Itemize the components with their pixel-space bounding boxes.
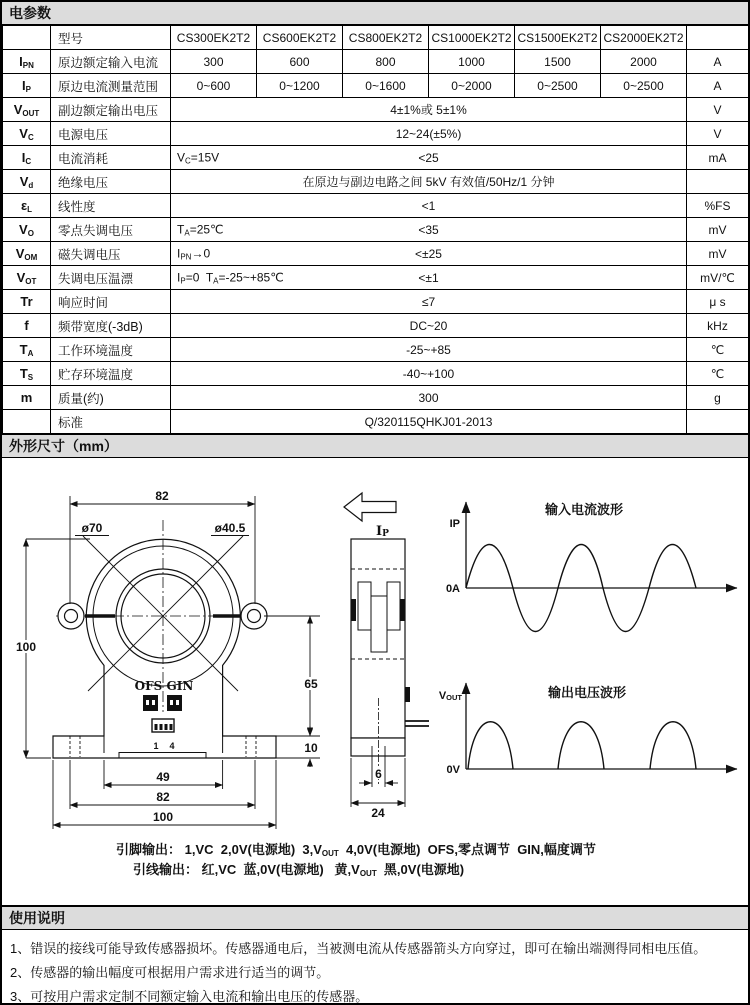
param-value: 在原边与副边电路之间 5kV 有效值/50Hz/1 分钟 — [302, 175, 555, 189]
dim-right-height: 65 — [304, 677, 318, 691]
current-axis-label: IP — [449, 518, 460, 530]
section-header-usage — [2, 906, 748, 930]
param-name-cell: 绝缘电压 — [51, 170, 171, 194]
usage-item: 2、传感器的输出幅度可根据用户需求进行适当的调节。 — [10, 965, 330, 980]
pin4-label: 4 — [169, 741, 175, 751]
header-unit-cell — [687, 26, 749, 50]
header-model-cell: CS800EK2T2 — [343, 26, 429, 50]
param-merged-value-cell — [171, 218, 687, 242]
current-waveform-title: 输入电流波形 — [544, 502, 624, 517]
param-name-cell: 原边电流测量范围 — [51, 74, 171, 98]
dim-pedestal-width: 49 — [156, 770, 170, 784]
section-header-dimensions — [2, 434, 748, 458]
table-row — [3, 362, 749, 386]
param-name-cell: 磁失调电压 — [51, 242, 171, 266]
param-value-cell: 300 — [171, 50, 257, 74]
param-condition: $T_A=25℃$ — [177, 222, 224, 237]
header-model-cell: CS300EK2T2 — [171, 26, 257, 50]
param-symbol-cell: $V_C$ — [3, 122, 51, 146]
current-arrow-label: IP — [376, 524, 389, 539]
dimension-drawing — [2, 458, 748, 838]
param-symbol-cell — [3, 410, 51, 434]
param-name-cell: 响应时间 — [51, 290, 171, 314]
header-model-label: 型号 — [51, 26, 171, 50]
table-row — [3, 338, 749, 362]
param-unit-cell: ℃ — [687, 362, 749, 386]
header-model-cell: CS1500EK2T2 — [515, 26, 601, 50]
param-name-cell: 工作环境温度 — [51, 338, 171, 362]
param-condition: $I_{PN}\to 0$ — [177, 246, 211, 261]
param-value: 300 — [418, 390, 439, 405]
param-unit-cell: V — [687, 98, 749, 122]
param-value: -40~+100 — [402, 366, 455, 381]
table-row — [3, 242, 749, 266]
trim-pot-gin — [167, 695, 182, 711]
param-symbol-cell: $I_P$ — [3, 74, 51, 98]
table-row — [3, 74, 749, 98]
param-merged-value-cell — [171, 98, 687, 122]
dim-outer-diameter: ø70 — [81, 521, 103, 535]
param-value: Q/320115QHKJ01-2013 — [364, 414, 493, 429]
param-merged-value-cell — [171, 290, 687, 314]
dim-inner-diameter: ø40.5 — [214, 521, 246, 535]
wire-output-line — [2, 859, 748, 878]
param-value-cell: 600 — [257, 50, 343, 74]
pin-output-line — [2, 839, 748, 858]
param-merged-value-cell — [171, 194, 687, 218]
dim-top-width: 82 — [155, 489, 169, 503]
param-condition: $V_C=15V$ — [177, 150, 220, 165]
param-value-cell: 800 — [343, 50, 429, 74]
table-header-row — [3, 26, 749, 50]
param-symbol-cell: $I_{PN}$ — [3, 50, 51, 74]
param-unit-cell: A — [687, 50, 749, 74]
param-symbol-cell: f — [3, 314, 51, 338]
param-unit-cell: mV — [687, 218, 749, 242]
param-symbol-cell: $V_{OT}$ — [3, 266, 51, 290]
table-row — [3, 266, 749, 290]
param-merged-value-cell — [171, 122, 687, 146]
param-unit-cell: mV — [687, 242, 749, 266]
param-merged-value-cell — [171, 410, 687, 434]
param-unit-cell: kHz — [687, 314, 749, 338]
dim-flange-height: 10 — [304, 741, 318, 755]
section-title-electrical: 电参数 — [9, 5, 51, 21]
dimension-drawing-panel — [2, 458, 748, 906]
header-model-cell: CS1000EK2T2 — [429, 26, 515, 50]
param-unit-cell: mV/℃ — [687, 266, 749, 290]
table-row — [3, 290, 749, 314]
param-value: <±1 — [418, 270, 439, 285]
param-unit-cell — [687, 410, 749, 434]
param-merged-value-cell — [171, 362, 687, 386]
dim-side-width: 24 — [371, 806, 385, 820]
header-model-cell: CS2000EK2T2 — [601, 26, 687, 50]
param-unit-cell: V — [687, 122, 749, 146]
electrical-parameters-table — [2, 25, 749, 434]
param-symbol-cell: m — [3, 386, 51, 410]
param-merged-value-cell — [171, 170, 687, 194]
param-name-cell: 副边额定输出电压 — [51, 98, 171, 122]
param-symbol-cell: Tr — [3, 290, 51, 314]
table-row — [3, 314, 749, 338]
side-view — [344, 493, 429, 820]
param-merged-value-cell — [171, 338, 687, 362]
param-unit-cell: g — [687, 386, 749, 410]
param-value-cell: 0~2000 — [429, 74, 515, 98]
param-value: <1 — [421, 198, 436, 213]
current-direction-arrow-icon — [344, 493, 396, 521]
param-value: DC~20 — [409, 318, 448, 333]
param-value: ≤7 — [421, 294, 436, 309]
param-value: -25~+85 — [406, 342, 451, 357]
front-view — [12, 489, 324, 829]
param-name-cell: 线性度 — [51, 194, 171, 218]
voltage-zero-label: 0V — [446, 764, 460, 776]
dim-base-width: 100 — [152, 810, 174, 824]
table-row — [3, 386, 749, 410]
param-name-cell: 标准 — [51, 410, 171, 434]
table-row — [3, 194, 749, 218]
param-name-cell: 电源电压 — [51, 122, 171, 146]
section-title-dimensions: 外形尺寸（mm） — [9, 438, 118, 454]
dim-slot-width: 6 — [375, 767, 382, 781]
table-row — [3, 146, 749, 170]
header-model-cell: CS600EK2T2 — [257, 26, 343, 50]
pin1-label: 1 — [153, 741, 159, 751]
param-merged-value-cell — [171, 314, 687, 338]
section-header-electrical — [2, 2, 748, 25]
side-dimension-labels — [371, 767, 385, 820]
param-value: <25 — [418, 150, 439, 165]
pin-output-label: 引脚输出： — [116, 842, 182, 857]
param-symbol-cell: $V_{OM}$ — [3, 242, 51, 266]
trim-pot-ofs — [143, 695, 158, 711]
param-value-cell: 1500 — [515, 50, 601, 74]
param-symbol-cell: $V_d$ — [3, 170, 51, 194]
param-unit-cell: mA — [687, 146, 749, 170]
dim-hole-spacing: 82 — [156, 790, 170, 804]
table-row — [3, 410, 749, 434]
param-symbol-cell: $V_O$ — [3, 218, 51, 242]
param-value-cell: 0~2500 — [515, 74, 601, 98]
table-row — [3, 170, 749, 194]
param-name-cell: 原边额定输入电流 — [51, 50, 171, 74]
table-row — [3, 98, 749, 122]
param-symbol-cell: $\varepsilon_L$ — [3, 194, 51, 218]
param-value-cell: 0~600 — [171, 74, 257, 98]
param-name-cell: 失调电压温漂 — [51, 266, 171, 290]
param-value: <±25 — [415, 246, 442, 261]
dim-height: 100 — [15, 640, 37, 654]
param-merged-value-cell — [171, 266, 687, 290]
param-unit-cell: ℃ — [687, 338, 749, 362]
trim-pots-label: OFS GIN — [134, 679, 194, 693]
param-value-cell: 0~1600 — [343, 74, 429, 98]
section-title-usage: 使用说明 — [9, 910, 65, 926]
param-symbol-cell: $T_S$ — [3, 362, 51, 386]
table-row — [3, 50, 749, 74]
param-name-cell: 电流消耗 — [51, 146, 171, 170]
param-symbol-cell: $I_C$ — [3, 146, 51, 170]
param-name-cell: 频带宽度(-3dB) — [51, 314, 171, 338]
param-condition: $I_P=0$ $T_A=-25\sim+85℃$ — [177, 270, 284, 285]
param-name-cell: 贮存环境温度 — [51, 362, 171, 386]
param-value-cell: 0~1200 — [257, 74, 343, 98]
side-connector-tab — [405, 687, 410, 702]
wire-output-label: 引线输出： — [133, 862, 199, 877]
param-value: <35 — [418, 222, 439, 237]
param-value-cell: 0~2500 — [601, 74, 687, 98]
param-symbol-cell: $T_A$ — [3, 338, 51, 362]
param-value-cell: 2000 — [601, 50, 687, 74]
param-value: 4±1%或 5±1% — [390, 103, 467, 117]
table-row — [3, 122, 749, 146]
usage-notes — [2, 930, 748, 1005]
table-row — [3, 218, 749, 242]
current-waveform — [446, 502, 737, 632]
usage-item: 1、错误的接线可能导致传感器损坏。传感器通电后，当被测电流从传感器箭头方向穿过，即可在输出端测得同相电压值。 — [10, 941, 707, 956]
param-name-cell: 质量(约) — [51, 386, 171, 410]
pin-output-values: 1,VC 2,0V(电源地) $3,V_{OUT}$ 4,0V(电源地) OFS,零点调节 GIN,幅度调节 — [181, 842, 596, 858]
mounting-ear-left — [58, 603, 84, 629]
voltage-waveform — [439, 683, 737, 776]
param-value-cell: 1000 — [429, 50, 515, 74]
param-unit-cell: μ s — [687, 290, 749, 314]
param-merged-value-cell — [171, 386, 687, 410]
param-symbol-cell: $V_{OUT}$ — [3, 98, 51, 122]
param-unit-cell — [687, 170, 749, 194]
header-symbol-cell — [3, 26, 51, 50]
side-dimensions — [351, 758, 405, 807]
usage-item: 3、可按用户需求定制不同额定输入电流和输出电压的传感器。 — [10, 989, 369, 1004]
param-unit-cell: %FS — [687, 194, 749, 218]
wire-output-values: 红,VC 蓝,0V(电源地) 黄$,V_{OUT}$ 黑,0V(电源地) — [198, 862, 465, 878]
param-unit-cell: A — [687, 74, 749, 98]
param-merged-value-cell — [171, 146, 687, 170]
current-zero-label: 0A — [445, 583, 460, 595]
voltage-axis-label: VOUT — [438, 690, 462, 702]
param-merged-value-cell — [171, 242, 687, 266]
voltage-waveform-title: 输出电压波形 — [547, 685, 627, 700]
mounting-ear-right — [241, 603, 267, 629]
param-value: 12~24(±5%) — [395, 126, 462, 141]
param-name-cell: 零点失调电压 — [51, 218, 171, 242]
